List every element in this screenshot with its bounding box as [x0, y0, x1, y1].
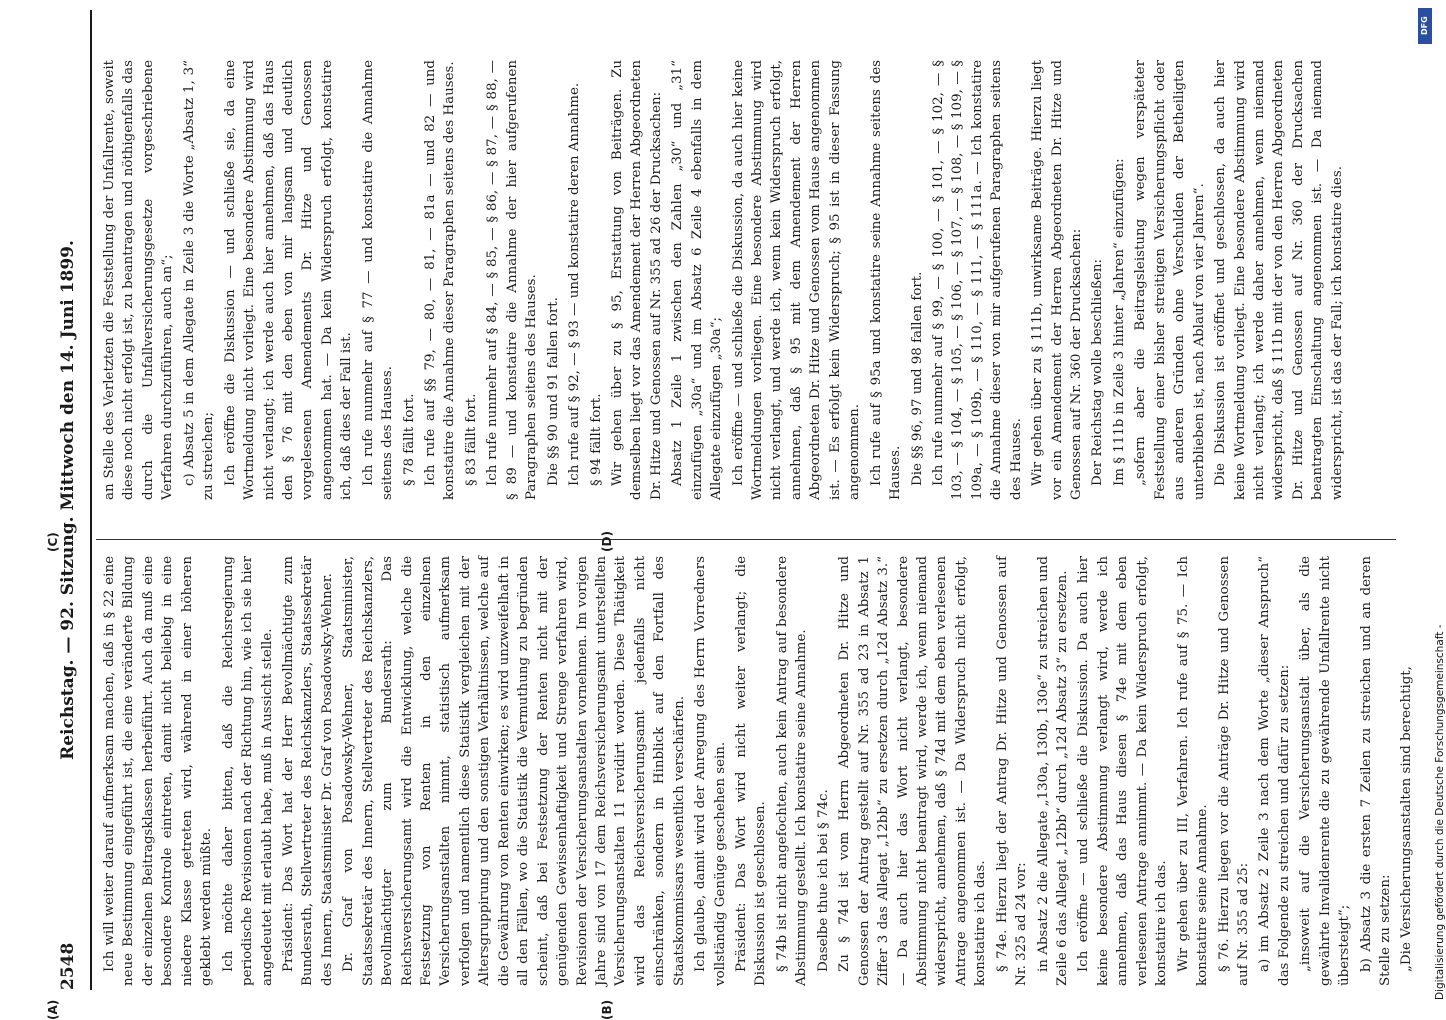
paragraph: Präsident: Das Wort wird nicht weiter verlangt; die Diskussion ist geschlossen.: [734, 556, 769, 986]
page-title: Reichstag. — 92. Sitzung. Mittwoch den 14. Juni 1899.: [58, 240, 78, 760]
paragraph: Absatz 1 Zeile 1 zwischen den Zahlen „30“ und „31“ einzufügen „30a“ und im Absatz 6 Zeile 4 ebenfalls in dem Allegate einzufügen „30a“;: [670, 60, 725, 500]
dfg-logo: DFG: [1418, 8, 1432, 44]
digitization-credit-strip: [1416, 0, 1446, 1000]
digitization-credit-text: Digitalisierung gefördert durch die Deutsche Forschungsgemeinschaft -: [1434, 624, 1446, 1000]
paragraph: Präsident: Das Wort hat der Herr Bevollmächtigte zum Bundesrath, Stellvertreter des Reichskanzlers, Staatssekretär des Innern, Staatsminister Dr. Graf von Posadowsky-Wehner.: [280, 556, 335, 986]
margin-marker-b: (B): [600, 999, 614, 1020]
header-rule: [90, 10, 92, 990]
paragraph: Ich rufe nunmehr auf § 84, — § 85, — § 86, — § 87, — § 88, — § 89 — und konstatire die Annahme der hier aufgerufenen Paragraphen seitens des Hauses.: [485, 60, 540, 500]
paragraph: Wir gehen über zu § 111b, unwirksame Beiträge. Hierzu liegt vor ein Amendement der Herren Abgeordneten Dr. Hitze und Genossen auf Nr. 360 der Drucksachen:: [1030, 60, 1084, 500]
paragraph: Daselbe thue ich bei § 74c.: [815, 789, 831, 972]
paragraph: Ich eröffne — und schließe die Diskussion. Da auch hier keine besondere Abstimmung verlangt wird, werde ich annehmen, daß das Haus diesen § 74e mit dem eben verlesenen Antrage annimmt. — Da kein Widerspruch erfolgt, konstatire ich das.: [1076, 556, 1170, 986]
margin-marker-d: (D): [600, 531, 614, 552]
column-divider: [96, 539, 1396, 540]
paragraph: „sofern aber die Beitragsleistung wegen verspäteter Feststellung einer bisher streitigen Versicherungspflicht oder aus anderen Gründen ohne Verschulden der Betheiligten unterblieben ist, nach Ablauf von vier Jahren“.: [1133, 60, 1207, 500]
paragraph: Ich rufe nunmehr auf § 77 — und konstatire die Annahme seitens des Hauses.: [360, 60, 396, 500]
right-text-column: [100, 60, 1349, 500]
paragraph: an Stelle des Verletzten die Feststellung der Unfallrente, soweit diese noch nicht erfolgt ist, zu beantragen und nöthigenfalls das durch die Unfallversicherungsgesetze vorgeschriebene Verfahren durchzuführen, auch an“;: [102, 60, 176, 500]
paragraph: a) im Absatz 2 Zeile 3 nach dem Worte „dieser Anspruch“ das Folgende zu streichen und dafür zu setzen:: [1257, 556, 1292, 986]
left-text-column: [100, 556, 1419, 986]
margin-marker-a: (A): [46, 999, 60, 1020]
paragraph: Ich möchte daher bitten, daß die Reichsregierung periodische Revisionen nach der Richtung hin, wie ich sie hier angedeutet mit erlaubt habe, muß in Aussicht stelle.: [220, 556, 275, 986]
paragraph: § 78 fällt fort.: [401, 393, 417, 486]
paragraph: c) Absatz 5 in dem Allegate in Zeile 3 die Worte „Absatz 1, 3“ zu streichen;: [181, 60, 217, 500]
paragraph: „Die Versicherungsanstalten sind berechtigt,: [1399, 666, 1415, 972]
paragraph: Ich glaube, damit wird der Anregung des Herrn Vorredners vollständig Genüge geschehen sein.: [693, 556, 728, 986]
page-header: [52, 10, 88, 990]
paragraph: § 94 fällt fort.: [588, 393, 604, 486]
paragraph: Dr. Graf von Posadowsky-Wehner, Staatsminister, Staatssekretär des Innern, Stellvertreter des Reichskanzlers, Bevollmächtigter zum Bundesrath: Das Reichsversicherungsamt wird die Entwicklung, welche die Festsetzung von Renten in den einzelnen Versicherungsanstalten nimmt, statistisch aufmerksam verfolgen und namentlich diese Statistik vergleichen mit der Altersgruppirung und den sonstigen Verhältnissen, welche auf die Gewährung von Renten einwirken; es wird unzweifelhaft in all den Fällen, wo die Statistik die Vermuthung zu begründen scheint, daß bei Festsetzung der Renten nicht mit der genügenden Gewissenhaftigkeit und Strenge verfahren wird, Revisionen der Versicherungsanstalten vornehmen. Im vorigen Jahre sind von 17 dem Reichsversicherungsamt unterstellten Versicherungsanstalten 11 revidirt worden. Diese Thätigkeit wird das Reichsversicherungsamt jedenfalls nicht einschränken, sondern in Hinblick auf den Fortfall des Staatskommissars wesentlich verschärfen.: [341, 556, 687, 986]
paragraph: Die §§ 90 und 91 fallen fort.: [545, 297, 561, 486]
paragraph: Ich eröffne — und schließe die Diskussion, da auch hier keine Wortmeldungen vorliegen. Eine besondere Abstimmung wird nicht verlangt, und werde ich, wenn kein Widerspruch erfolgt, annehmen, daß § 95 mit dem Amendement der Herren Abgeordneten Dr. Hitze und Genossen vom Hause angenommen ist. — Es erfolgt kein Widerspruch; § 95 ist in dieser Fassung angenommen.: [730, 60, 863, 500]
paragraph: „insoweit auf die Versicherungsanstalt über, als die gewährte Invalidenrente die zu gewährende Unfallrente nicht übersteigt“;: [1298, 556, 1353, 986]
paragraph: Zu § 74d ist vom Herrn Abgeordneten Dr. Hitze und Genossen der Antrag gestellt auf Nr. 355 ad 23 in Absatz 1 Ziffer 3 das Allegat „12bb“ zu ersetzen durch „12d Absatz 3.“ — Da auch hier das Wort nicht verlangt, besondere Abstimmung nicht beantragt wird, werde ich, wenn niemand widerspricht, annehmen, daß § 74d mit dem eben verlesenen Antrage angenommen ist. — Da Widerspruch nicht erfolgt, konstatire ich das.: [837, 556, 989, 986]
paragraph: Ich rufe nunmehr auf § 99, — § 100, — § 101, — § 102, — § 103, — § 104, — § 105, — § 106, — § 107, — § 108, — § 109, — § 109a, — § 109b, — § 110, — § 111, — § 111a. — Ich konstatire die Annahme dieser von mir aufgerufenen Paragraphen seitens des Hauses.: [930, 60, 1024, 500]
paragraph: Ich rufe auf §§ 79, — 80, — 81, — 81a — und 82 — und konstatire die Annahme dieser Paragraphen seitens des Hauses.: [423, 60, 458, 500]
paragraph: Der Reichstag wolle beschließen:: [1090, 258, 1106, 486]
paragraph: Im § 111b in Zeile 3 hinter „Jahren“ einzufügen:: [1111, 158, 1127, 486]
paragraph: Die §§ 96, 97 und 98 fallen fort.: [909, 271, 925, 486]
paragraph: § 76. Hierzu liegen vor die Anträge Dr. Hitze und Genossen auf Nr. 355 ad 25:: [1216, 556, 1251, 986]
page-number: 2548: [58, 942, 78, 990]
paragraph: § 74e. Hierzu liegt der Antrag Dr. Hitze und Genossen auf Nr. 325 ad 24 vor:: [994, 556, 1030, 986]
paragraph: Ich will weiter darauf aufmerksam machen, daß in § 22 eine neue Bestimmung eingeführt ist, die eine veränderte Bildung der einzelnen Beitragsklassen herbeiführt. Auch da muß eine besondere Kontrole eintreten, damit nicht beliebig in eine niedere Klasse getreten wird, während in einer höheren geklebt werden müßte.: [102, 556, 215, 986]
paragraph: § 74b ist nicht angefochten, auch kein Antrag auf besondere Abstimmung gestellt. Ich konstatire seine Annahme.: [774, 556, 810, 986]
paragraph: § 83 fällt fort.: [463, 393, 479, 486]
paragraph: in Absatz 2 die Allegate „130a, 130b, 130e“ zu streichen und Zeile 6 das Allegat „12bb“ durch „12d Absatz 3“ zu ersetzen.: [1035, 556, 1070, 986]
paragraph: Ich eröffne die Diskussion — und schließe sie, da eine Wortmeldung nicht vorliegt. Eine besondere Abstimmung wird nicht verlangt; ich werde auch hier annehmen, daß das Haus den § 76 mit den eben von mir langsam und deutlich vorgelesenen Amendements Dr. Hitze und Genossen angenommen hat. — Da kein Widerspruch erfolgt, konstatire ich, daß dies der Fall ist.: [222, 60, 355, 500]
margin-marker-c: (C): [46, 532, 60, 552]
paragraph: b) Absatz 3 die ersten 7 Zeilen zu streichen und an deren Stelle zu setzen:: [1358, 556, 1393, 986]
paragraph: Die Diskussion ist eröffnet und geschlossen, da auch hier keine Wortmeldung vorliegt. Eine besondere Abstimmung wird nicht verlangt; ich werde daher annehmen, wenn niemand widerspricht, daß § 111b mit der von den Herren Abgeordneten Dr. Hitze und Genossen auf Nr. 360 der Drucksachen beantragten Einschaltung angenommen ist. — Da niemand widerspricht, ist das der Fall; ich konstatire dies.: [1213, 60, 1345, 500]
paragraph: Wir gehen über zu § 95, Erstattung von Beiträgen. Zu demselben liegt vor das Amendement der Herren Abgeordneten Dr. Hitze und Genossen auf Nr. 355 ad 26 der Drucksachen:: [609, 60, 664, 500]
paragraph: Ich rufe auf § 92, — § 93 — und konstatire deren Annahme.: [567, 82, 583, 486]
rotated-document-page: [40, 0, 1420, 1020]
paragraph: Ich rufe auf § 95a und konstatire seine Annahme seitens des Hauses.: [868, 60, 904, 500]
paragraph: Wir gehen über zu III, Verfahren. Ich rufe auf § 75. — Ich konstatire seine Annahme.: [1175, 556, 1211, 986]
